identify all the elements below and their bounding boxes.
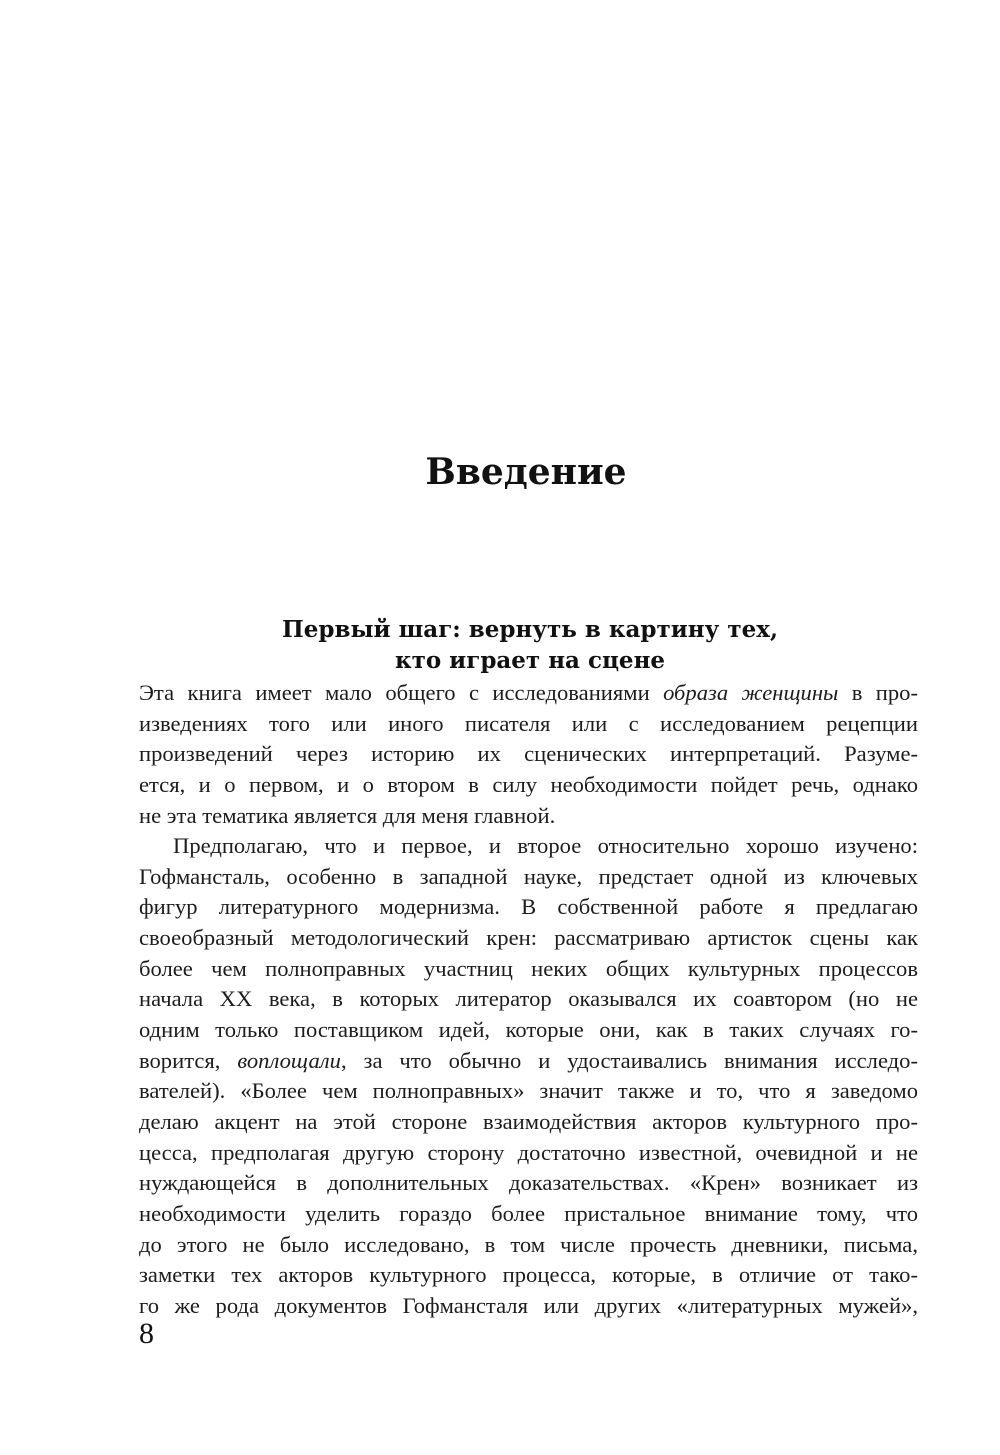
text-line: одним только поставщиком идей, которые они, как в таких случаях го- (139, 1017, 918, 1043)
text-fragment: ворится, (139, 1047, 238, 1073)
chapter-title: Введение (425, 451, 627, 493)
paragraph-2 (139, 831, 918, 1321)
text-line: произведений через историю их сценических интерпретаций. Разуме- (139, 741, 918, 767)
section-title (140, 614, 920, 676)
text-fragment: , за что обычно и удостаивались внимания исследо- (340, 1047, 918, 1073)
body-text (139, 678, 918, 1321)
page-number: 8 (139, 1317, 154, 1350)
section-title-line-2: кто играет на сцене (394, 647, 666, 674)
section-title-line-1: Первый шаг: вернуть в картину тех, (282, 616, 778, 643)
text-line: не эта тематика является для меня главной. (139, 802, 556, 828)
italic-term: воплощали (237, 1047, 341, 1073)
text-line: необходимости уделить гораздо более пристальное внимание тому, что (139, 1200, 918, 1226)
text-line: ется, и о первом, и о втором в силу необходимости пойдет речь, однако (139, 771, 918, 797)
text-line: более чем полноправных участниц неких общих культурных процессов (139, 955, 918, 981)
text-line: своеобразный методологический крен: рассматриваю артисток сцены как (139, 925, 918, 951)
text-line: Предполагаю, что и первое, и второе относительно хорошо изучено: (173, 833, 918, 859)
text-line: делаю акцент на этой стороне взаимодействия акторов культурного про- (139, 1108, 918, 1134)
text-line: до этого не было исследовано, в том числе прочесть дневники, письма, (139, 1231, 918, 1257)
text-line: Гофмансталь, особенно в западной науке, предстает одной из ключевых (139, 863, 918, 889)
text-line: цесса, предполагая другую сторону достаточно известной, очевидной и не (139, 1139, 918, 1165)
text-fragment: в про- (838, 680, 918, 705)
text-line: заметки тех акторов культурного процесса, которые, в отличие от тако- (139, 1262, 918, 1288)
text-line: нуждающейся в дополнительных доказательствах. «Крен» возникает из (139, 1170, 918, 1196)
paragraph-1 (139, 678, 918, 831)
text-line (139, 1046, 918, 1077)
text-line: фигур литературного модернизма. В собственной работе я предлагаю (139, 894, 918, 920)
italic-term: образа женщины (663, 680, 839, 705)
text-line: изведениях того или иного писателя или с исследованием рецепции (139, 710, 918, 736)
text-line (139, 678, 918, 709)
text-line: начала XX века, в которых литератор оказывался их соавтором (но не (139, 986, 918, 1012)
text-line: вателей). «Более чем полноправных» значит также и то, что я заведомо (139, 1078, 918, 1104)
text-fragment: Эта книга имеет мало общего с исследованиями (139, 680, 664, 705)
text-line: го же рода документов Гофмансталя или других «литературных мужей», (139, 1292, 918, 1318)
